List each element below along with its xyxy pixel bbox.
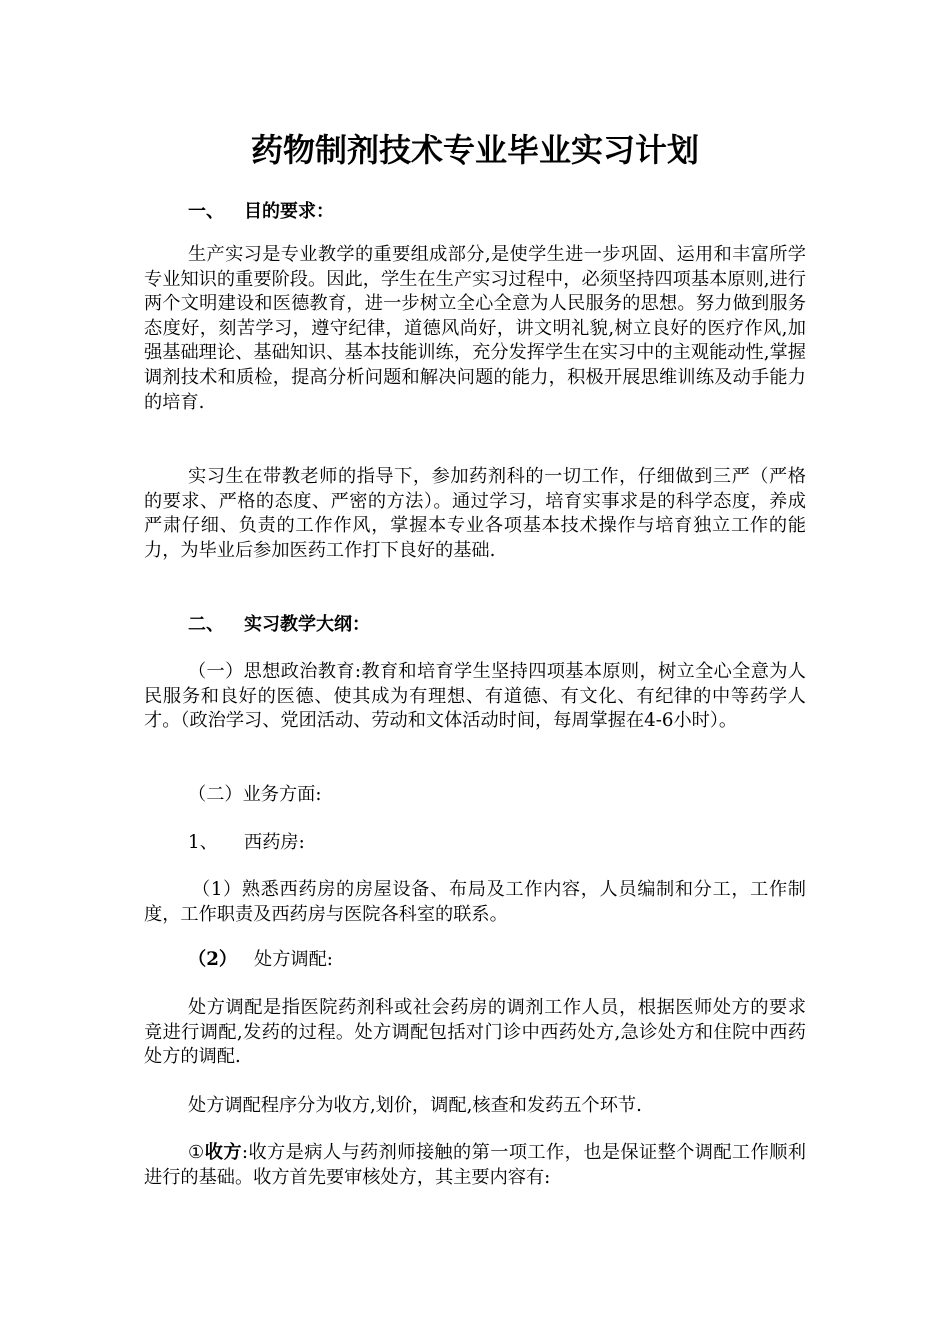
paragraph-western-pharmacy-familiarize: （1）熟悉西药房的房屋设备、布局及工作内容，人员编制和分工，工作制度，工作职责及西药房与医院各科室的联系。 xyxy=(144,879,806,925)
section-heading-syllabus xyxy=(188,612,370,638)
list-marker: ① xyxy=(188,1142,205,1163)
section-label: 实习教学大纲： xyxy=(244,614,370,635)
section-heading-purpose xyxy=(188,199,334,225)
paragraph-intern-guidance: 实习生在带教老师的指导下，参加药剂科的一切工作，仔细做到三严（严格的要求、严格的态度、严密的方法）。通过学习，培育实事求是的科学态度，养成严肃仔细、负责的工作作风，掌握本专业各项基本技术操作与培育独立工作的能力，为毕业后参加医药工作打下良好的基础. xyxy=(144,466,806,561)
paragraph-dispensing-steps: 处方调配程序分为收方,划价，调配,核查和发药五个环节. xyxy=(188,1095,642,1116)
item-label: 西药房: xyxy=(244,832,305,853)
item-number: （2） xyxy=(188,949,238,970)
subsection-business: （二）业务方面: xyxy=(188,784,322,805)
term-description: :收方是病人与药剂师接触的第一项工作，也是保证整个调配工作顺利进行的基础。收方首先要审核处方，其主要内容有: xyxy=(144,1142,806,1188)
item-western-pharmacy xyxy=(188,830,305,856)
paragraph-receive-prescription xyxy=(144,1141,806,1190)
section-label: 目的要求： xyxy=(244,201,334,222)
section-number: 一、 xyxy=(188,201,224,222)
paragraph-dispensing-definition: 处方调配是指医院药剂科或社会药房的调剂工作人员，根据医师处方的要求竟进行调配,发药的过程。处方调配包括对门诊中西药处方,急诊处方和住院中西药处方的调配. xyxy=(144,997,806,1068)
item-number: 1、 xyxy=(188,832,218,853)
item-prescription-dispensing xyxy=(188,947,333,973)
term-receive-prescription: 收方 xyxy=(204,1142,242,1163)
document-title: 药物制剂技术专业毕业实习计划 xyxy=(250,131,699,169)
paragraph-political-education: （一）思想政治教育:教育和培育学生坚持四项基本原则，树立全心全意为人民服务和良好的医德、使其成为有理想、有道德、有文化、有纪律的中等药学人才。（政治学习、党团活动、劳动和文体活动时间，每周掌握在4-6小时）。 xyxy=(144,661,806,732)
item-label: 处方调配: xyxy=(254,949,333,970)
section-number: 二、 xyxy=(188,614,224,635)
paragraph-internship-purpose: 生产实习是专业教学的重要组成部分,是使学生进一步巩固、运用和丰富所学专业知识的重要阶段。因此，学生在生产实习过程中，必须坚持四项基本原则,进行两个文明建设和医德教育，进一步树立全心全意为人民服务的思想。努力做到服务态度好，刻苦学习，遵守纪律，道德风尚好，讲文明礼貌,树立良好的医疗作风,加强基础理论、基础知识、基本技能训练，充分发挥学生在实习中的主观能动性,掌握调剂技术和质检，提高分析问题和解决问题的能力，积极开展思维训练及动手能力的培育. xyxy=(144,244,806,413)
